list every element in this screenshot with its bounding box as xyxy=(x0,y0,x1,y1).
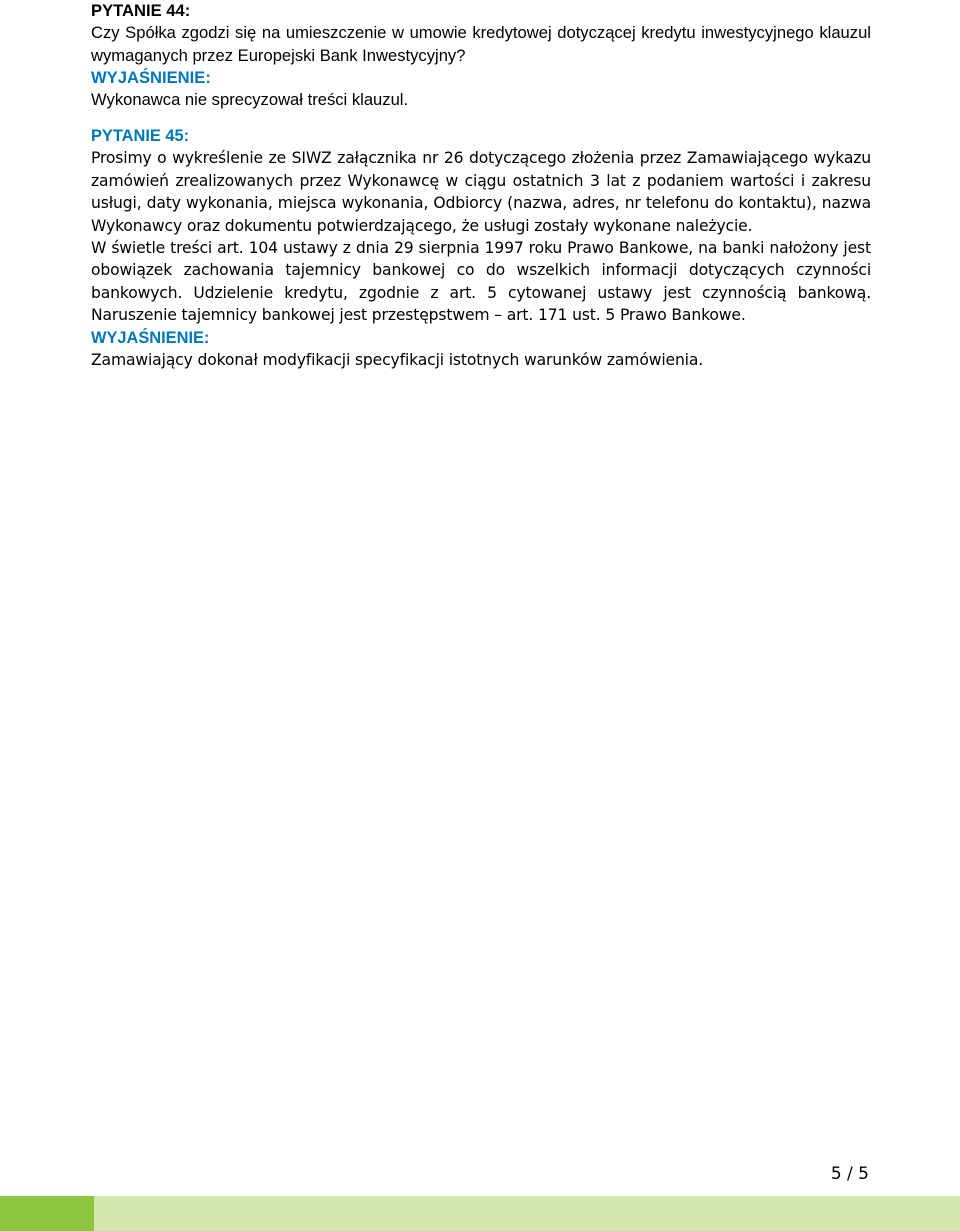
footer-bar-accent xyxy=(0,1196,94,1231)
question-45-answer: Zamawiający dokonał modyfikacji specyfikacji istotnych warunków zamówienia. xyxy=(91,351,704,370)
page-number: 5 / 5 xyxy=(830,1164,869,1184)
question-45-answer-label: WYJAŚNIENIE: xyxy=(91,328,210,347)
footer-bar xyxy=(0,1196,960,1231)
question-45-text-1: Prosimy o wykreślenie ze SIWZ załącznika nr 26 dotyczącego złożenia przez Zamawiającego wykazu zamówień zrealizowanych przez Wykonawcę w ciągu ostatnich 3 lat z podaniem wartości i zakresu usługi, daty wykonania, miejsca wykonania, Odbiorcy (nazwa, adres, nr telefonu do kontaktu), nazwa Wykonawcy oraz dokumentu potwierdzającego, że usługi zostały wykonane należycie. xyxy=(91,149,871,235)
question-44-title: PYTANIE 44: xyxy=(91,1,191,20)
question-44 xyxy=(91,0,871,111)
question-45 xyxy=(91,125,871,371)
question-45-title: PYTANIE 45: xyxy=(91,127,190,145)
question-44-answer-label: WYJAŚNIENIE: xyxy=(91,67,211,87)
question-44-answer: Wykonawca nie sprecyzował treści klauzul. xyxy=(91,90,409,110)
question-45-text-2: W świetle treści art. 104 ustawy z dnia 29 sierpnia 1997 roku Prawo Bankowe, na banki nałożony jest obowiązek zachowania tajemnicy bankowej co do wszelkich informacji dotyczących czynności bankowych. Udzielenie kredytu, zgodnie z art. 5 cytowanej ustawy jest czynnością bankową. Naruszenie tajemnicy bankowej jest przestępstwem – art. 171 ust. 5 Prawo Bankowe. xyxy=(91,239,871,325)
question-44-text: Czy Spółka zgodzi się na umieszczenie w umowie kredytowej dotyczącej kredytu inwestycyjnego klauzul wymaganych przez Europejski Bank Inwestycyjny? xyxy=(91,23,871,65)
